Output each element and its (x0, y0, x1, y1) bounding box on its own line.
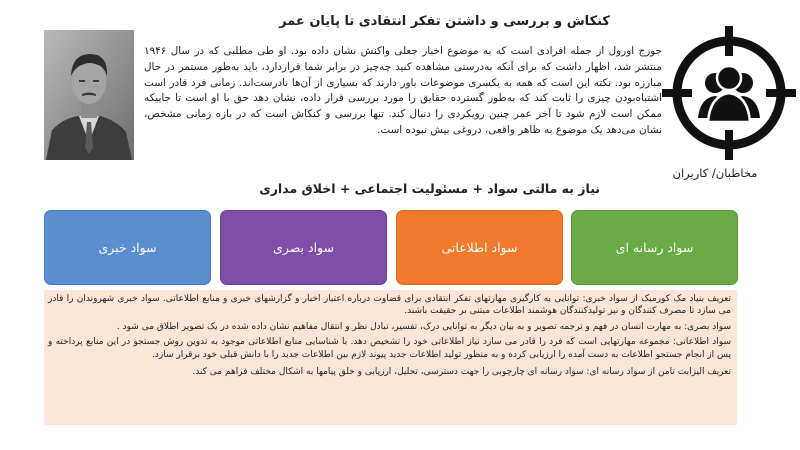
intro-paragraph: جورج اورول از جمله افرادی است که به موضوع اخبار جعلی واکنش نشان داده بود. او طی مطلبی که در سال ۱۹۴۶ منتشر شد، اظهار داشت که برای آنکه به‌درستی مشاهده کنید چه‌چیز در برابر شما قراردارد، باید به‌طور مستمر در حال مبارزه بود. نکته این است که همه به یکسری موضوعات باور دارند که بسیاری از آن‌ها نادرست‌اند. زمانی فرد قادر است اشتباه‌بودن چیزی را ثابت کند که به‌طور گسترده حقایق را مورد بررسی قرار داده، نشان دهد حق با او است تا جاییکه ممکن است لازم شود تا آخر عمر چنین رویکردی را دنبال کند. تنها بررسی و کنکاش است که در بازه زمانی مشخص، نشان می‌دهد یک موضوع به ظاهر واقعی، دروغی بیش نبوده است. (144, 45, 662, 136)
portrait-image (44, 30, 134, 160)
visual-literacy-definition: سواد بصری: به مهارت انسان در فهم و ترجمه تصویر و به بیان دیگر به توانایی درک، تفسیر، تبادل نظر و انتقال مفاهیم نشان داده شده در یک تصویر اطلاق می شود . (116, 321, 731, 332)
users-target-icon (658, 22, 800, 164)
visual-literacy-label: سواد بصری (273, 240, 334, 255)
audience-target-icon (658, 22, 800, 164)
media-literacy-definition: تعریف الیزابت تامن از سواد رسانه ای: سواد رسانه ای چارچوبی را جهت دسترسی، تحلیل، ارزیابی و خلق پیامها به اشکال مختلف فراهم می کند. (192, 367, 731, 378)
news-literacy-definition: تعریف بنیاد مک کورمیک از سواد خبری: توانایی به کارگیری مهارتهای تفکر انتقادی برای قضاوت درباره اعتبار اخبار و گزارشهای خبری و منابع اطلاعاتی. سواد خبری شهروندان را قادر می سازد تا مصرف کنندگان و نیز تولیدکنندگان هوشمند اطلاعات مبتنی بر حقیقت باشند. (48, 294, 731, 317)
audience-label: مخاطبان/ کاربران (672, 166, 758, 180)
information-literacy-definition: سواد اطلاعاتی: مجموعه مهارتهایی است که فرد را قادر می سازد نیاز اطلاعاتی خود را تشخیص دهد. با شناسایی منابع اطلاعاتی موجود به تدوین روش جستجو در این منابع پرداخته و پس از انجام جستجو اطلاعات به دست آمده را ارزیابی کرده و به منظور تولید اطلاعات جدید پیوند لازم بین اطلاعات جدید را با دانش قبلی خود برقرار سازد. (48, 337, 731, 360)
visual-literacy-box (220, 210, 387, 285)
news-literacy-label: سواد خبری (98, 240, 157, 255)
section-subtitle: نیاز به مالتی سواد + مسئولیت اجتماعی + اخلاق مداری (259, 181, 600, 196)
slide-title: کنکاش و بررسی و داشتن تفکر انتقادی تا پایان عمر (279, 14, 610, 29)
definitions-panel (44, 290, 737, 425)
information-literacy-box (396, 210, 563, 285)
news-literacy-box (44, 210, 211, 285)
information-literacy-label: سواد اطلاعاتی (441, 240, 518, 255)
author-photo (44, 30, 134, 160)
media-literacy-box (571, 210, 738, 285)
media-literacy-label: سواد رسانه ای (615, 240, 694, 255)
